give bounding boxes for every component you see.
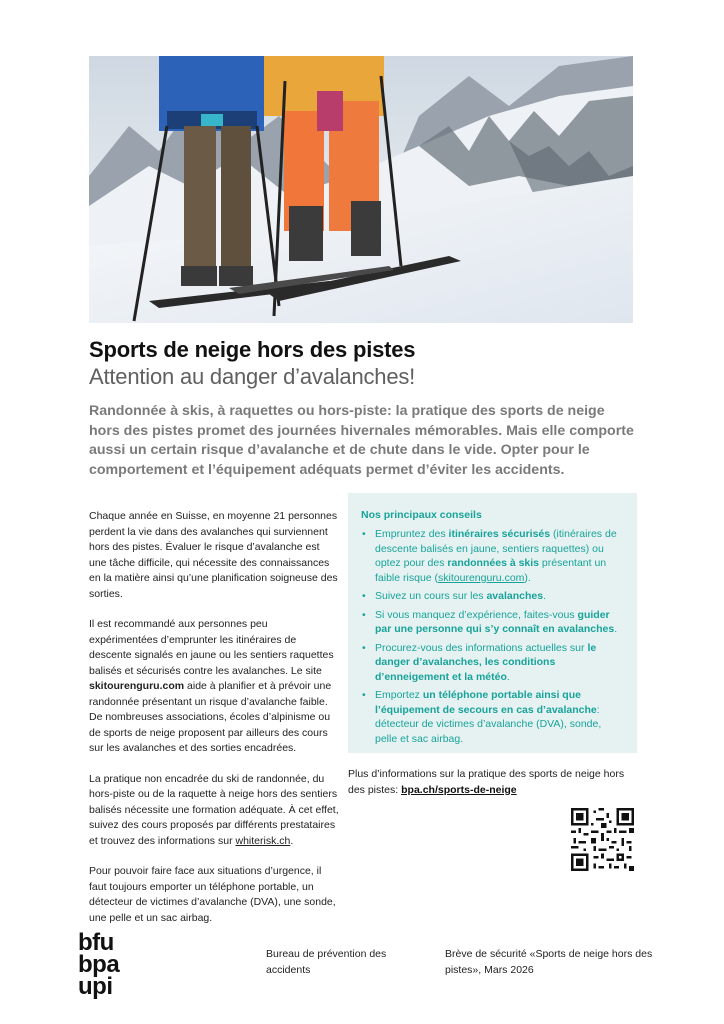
- whiterisk-link[interactable]: whiterisk.ch: [235, 834, 291, 847]
- body-paragraph-2: Il est recommandé aux personnes peu expérimentées d’emprunter les itinéraires de descente signalés en jaune ou les sentiers raquettes balisés et sécurisés contre les avalanches. Le site skitourenguru.com aide à planifier et à prévoir une randonnée présentant un risque d’avalanche faible. De nombreuses associations, écoles d’alpinisme ou de sports de neige proposent par ailleurs des cours sur les avalanches et des sorties encadrées.: [89, 618, 334, 754]
- bfu-logo: [78, 929, 158, 1000]
- tip-item: • Si vous manquez d’expérience, faites-vous guider par une personne qui s’y connaît en avalanches.: [361, 608, 623, 637]
- footer-document-info: Brève de sécurité «Sports de neige hors des pistes», Mars 2026: [445, 948, 653, 976]
- skitourenguru-link[interactable]: skitourenguru.com: [89, 680, 185, 692]
- tips-box: [348, 493, 637, 753]
- page-title: [89, 336, 649, 390]
- ski-touring-illustration: [89, 56, 633, 323]
- body-column: [89, 509, 339, 941]
- body-paragraph-4: Pour pouvoir faire face aux situations d’urgence, il faut toujours emporter un téléphone portable, un détecteur de victimes d’avalanche (DVA), une sonde, une pelle et un sac airbag.: [89, 865, 336, 924]
- tips-heading: Nos principaux conseils: [361, 509, 482, 521]
- tip-item: • Suivez un cours sur les avalanches.: [361, 589, 623, 604]
- logo-line: bpa: [78, 951, 120, 978]
- tips-list: [361, 527, 623, 746]
- tip-skitourenguru-link[interactable]: skitourenguru.com: [438, 571, 525, 584]
- qr-code-icon[interactable]: [571, 808, 634, 871]
- tip-item: • Empruntez des itinéraires sécurisés (itinéraires de descente balisés en jaune, sentiers raquettes) ou optez pour des randonnées à skis présentant un faible risque (skitourenguru.com).: [361, 527, 623, 585]
- tip-item: • Procurez-vous des informations actuelles sur le danger d’avalanches, les conditions d’enneigement et la météo.: [361, 641, 623, 685]
- lead-paragraph: Randonnée à skis, à raquettes ou hors-piste: la pratique des sports de neige hors des pistes promet des journées hivernales mémorables. Mais elle comporte aussi un certain risque d’avalanche et de chute dans le vide. Opter pour le comportement et l’équipement adéquats permet d’éviter les accidents.: [89, 403, 634, 478]
- body-paragraph-3: La pratique non encadrée du ski de randonnée, du hors-piste ou de la raquette à neige hors des sentiers balisés nécessite une formation adéquate. À cet effet, suivez des cours proposés par différents prestataires et trouvez des informations sur whiterisk.ch.: [89, 772, 339, 847]
- footer-organisation: Bureau de prévention des accidents: [266, 948, 387, 976]
- tip-item: • Emportez un téléphone portable ainsi que l’équipement de secours en cas d’avalanche: détecteur de victimes d’avalanche (DVA), sonde, pelle et sac airbag.: [361, 688, 623, 746]
- title-line-1: Sports de neige hors des pistes: [89, 337, 416, 362]
- bpa-link[interactable]: bpa.ch/sports-de-neige: [401, 783, 517, 796]
- more-info: Plus d’informations sur la pratique des sports de neige hors des pistes: bpa.ch/sports-de-neige: [348, 768, 625, 796]
- body-paragraph-1: Chaque année en Suisse, en moyenne 21 personnes perdent la vie dans des avalanches qui surviennent hors des pistes. Évaluer le risque d’avalanche est une tâche difficile, qui nécessite des connaissances en la matière ainsi qu’une planification soigneuse des sorties.: [89, 510, 338, 600]
- logo-line: bfu: [78, 929, 114, 956]
- hero-photo: [89, 56, 633, 323]
- title-line-2: Attention au danger d’avalanches!: [89, 364, 416, 389]
- logo-line: upi: [78, 973, 113, 1000]
